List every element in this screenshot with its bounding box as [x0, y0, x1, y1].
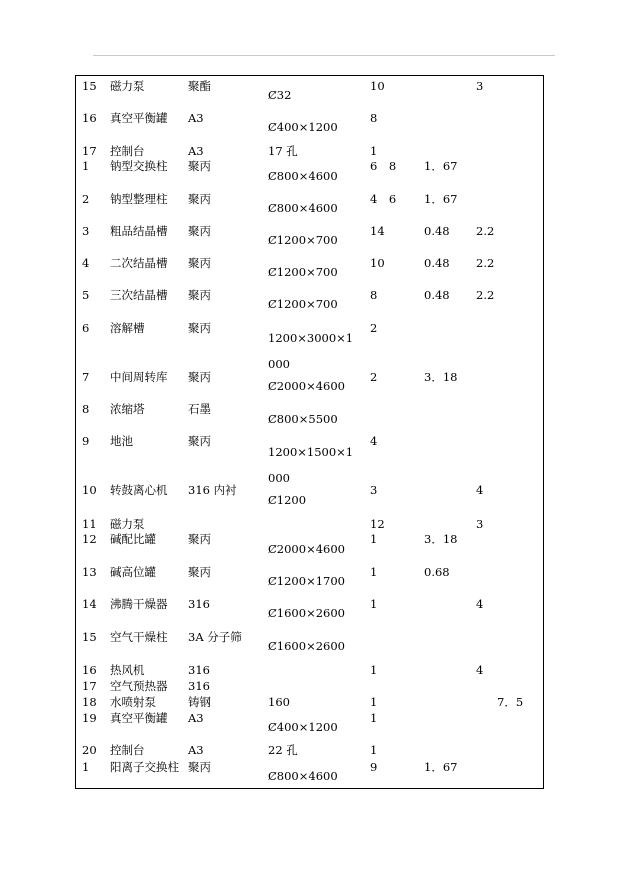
specification: Ȼ1200×700	[268, 297, 338, 311]
quantity: 1	[370, 663, 378, 677]
row-number: 16	[82, 111, 97, 125]
specification: Ȼ800×4600	[268, 201, 338, 215]
row-number: 4	[82, 256, 90, 270]
volume: 3．18	[424, 370, 458, 384]
equipment-name: 磁力泵	[110, 517, 145, 531]
specification: Ȼ32	[268, 88, 292, 102]
equipment-name: 二次结晶槽	[110, 256, 168, 270]
specification: 1200×3000×1000	[268, 331, 354, 371]
row-number: 20	[82, 743, 97, 757]
power: 3	[476, 517, 484, 531]
equipment-name: 中间周转库	[110, 370, 168, 384]
material: 316 内衬	[188, 483, 237, 497]
specification: Ȼ1200×1700	[268, 574, 345, 588]
equipment-name: 钠型整理柱	[110, 192, 168, 206]
row-number: 17	[82, 679, 97, 693]
equipment-name: 控制台	[110, 144, 145, 158]
equipment-name: 水喷射泵	[110, 695, 156, 709]
material: 聚丙	[188, 192, 211, 206]
row-number: 11	[82, 517, 97, 531]
equipment-name: 浓缩塔	[110, 402, 145, 416]
quantity: 1	[370, 144, 378, 158]
material: 聚丙	[188, 370, 211, 384]
volume: 0.68	[424, 565, 450, 579]
quantity: 1	[370, 743, 378, 757]
quantity: 2	[370, 321, 378, 335]
equipment-name: 碱配比罐	[110, 532, 156, 546]
quantity: 8	[370, 288, 378, 302]
specification: 17 孔	[268, 144, 298, 158]
row-number: 18	[82, 695, 97, 709]
material: 聚丙	[188, 224, 211, 238]
equipment-name: 真空平衡罐	[110, 111, 168, 125]
specification: Ȼ800×5500	[268, 412, 338, 426]
power: 4	[476, 663, 484, 677]
material: 聚丙	[188, 434, 211, 448]
specification: 1200×1500×1000	[268, 445, 354, 485]
material: 聚丙	[188, 256, 211, 270]
quantity: 3	[370, 483, 378, 497]
power: 4	[476, 483, 484, 497]
row-number: 3	[82, 224, 90, 238]
equipment-name: 粗品结晶槽	[110, 224, 168, 238]
specification: 22 孔	[268, 743, 298, 757]
material: 聚丙	[188, 565, 211, 579]
equipment-name: 空气预热器	[110, 679, 168, 693]
row-number: 7	[82, 370, 90, 384]
equipment-name: 磁力泵	[110, 79, 145, 93]
row-number: 9	[82, 434, 90, 448]
specification: Ȼ400×1200	[268, 120, 338, 134]
material: A3	[188, 743, 204, 757]
equipment-name: 沸腾干燥器	[110, 597, 168, 611]
material: 石墨	[188, 402, 211, 416]
equipment-name: 转鼓离心机	[110, 483, 168, 497]
equipment-name: 空气干燥柱	[110, 630, 168, 644]
equipment-name: 阳离子交换柱	[110, 760, 179, 774]
specification: Ȼ2000×4600	[268, 379, 345, 393]
quantity: 10	[370, 256, 385, 270]
page-header-rule	[93, 55, 555, 56]
row-number: 1	[82, 159, 90, 173]
volume: 0.48	[424, 256, 450, 270]
quantity: 1	[370, 565, 378, 579]
volume: 1．67	[424, 760, 458, 774]
row-number: 10	[82, 483, 97, 497]
quantity: 8	[370, 111, 378, 125]
quantity: 1	[370, 711, 378, 725]
equipment-table	[75, 75, 544, 789]
row-number: 19	[82, 711, 97, 725]
power: 7．5	[497, 695, 524, 709]
quantity: 14	[370, 224, 385, 238]
row-number: 15	[82, 79, 97, 93]
row-number: 17	[82, 144, 97, 158]
quantity: 6 8	[370, 159, 397, 173]
equipment-name: 真空平衡罐	[110, 711, 168, 725]
quantity: 4	[370, 434, 378, 448]
material: 3A 分子筛	[188, 630, 242, 644]
specification: Ȼ800×4600	[268, 769, 338, 783]
power: 3	[476, 79, 484, 93]
specification: Ȼ800×4600	[268, 169, 338, 183]
equipment-name: 三次结晶槽	[110, 288, 168, 302]
row-number: 13	[82, 565, 97, 579]
material: 聚丙	[188, 288, 211, 302]
quantity: 1	[370, 597, 378, 611]
specification: Ȼ2000×4600	[268, 542, 345, 556]
equipment-name: 溶解槽	[110, 321, 145, 335]
row-number: 1	[82, 760, 90, 774]
equipment-name: 地池	[110, 434, 133, 448]
quantity: 4 6	[370, 192, 397, 206]
specification: Ȼ1200×700	[268, 265, 338, 279]
row-number: 8	[82, 402, 90, 416]
row-number: 15	[82, 630, 97, 644]
volume: 0.48	[424, 288, 450, 302]
volume: 1．67	[424, 192, 458, 206]
power: 4	[476, 597, 484, 611]
volume: 0.48	[424, 224, 450, 238]
specification: Ȼ400×1200	[268, 720, 338, 734]
volume: 1．67	[424, 159, 458, 173]
row-number: 6	[82, 321, 90, 335]
equipment-name: 控制台	[110, 743, 145, 757]
specification: Ȼ1200×700	[268, 233, 338, 247]
row-number: 16	[82, 663, 97, 677]
material: 铸钢	[188, 695, 211, 709]
equipment-name: 碱高位罐	[110, 565, 156, 579]
quantity: 1	[370, 695, 378, 709]
material: 316	[188, 663, 210, 677]
material: 聚丙	[188, 532, 211, 546]
row-number: 14	[82, 597, 97, 611]
equipment-name: 热风机	[110, 663, 145, 677]
row-number: 2	[82, 192, 90, 206]
specification: 160	[268, 695, 290, 709]
quantity: 2	[370, 370, 378, 384]
material: 聚酯	[188, 79, 211, 93]
quantity: 12	[370, 517, 385, 531]
material: 聚丙	[188, 760, 211, 774]
material: 316	[188, 679, 210, 693]
quantity: 9	[370, 760, 378, 774]
specification: Ȼ1200	[268, 493, 307, 507]
volume: 3．18	[424, 532, 458, 546]
material: 聚丙	[188, 321, 211, 335]
specification: Ȼ1600×2600	[268, 639, 345, 653]
power: 2.2	[476, 224, 495, 238]
power: 2.2	[476, 256, 495, 270]
specification: Ȼ1600×2600	[268, 606, 345, 620]
material: A3	[188, 111, 204, 125]
row-number: 5	[82, 288, 90, 302]
material: A3	[188, 711, 204, 725]
quantity: 10	[370, 79, 385, 93]
material: 316	[188, 597, 210, 611]
material: A3	[188, 144, 204, 158]
equipment-name: 钠型交换柱	[110, 159, 168, 173]
material: 聚丙	[188, 159, 211, 173]
quantity: 1	[370, 532, 378, 546]
power: 2.2	[476, 288, 495, 302]
row-number: 12	[82, 532, 97, 546]
